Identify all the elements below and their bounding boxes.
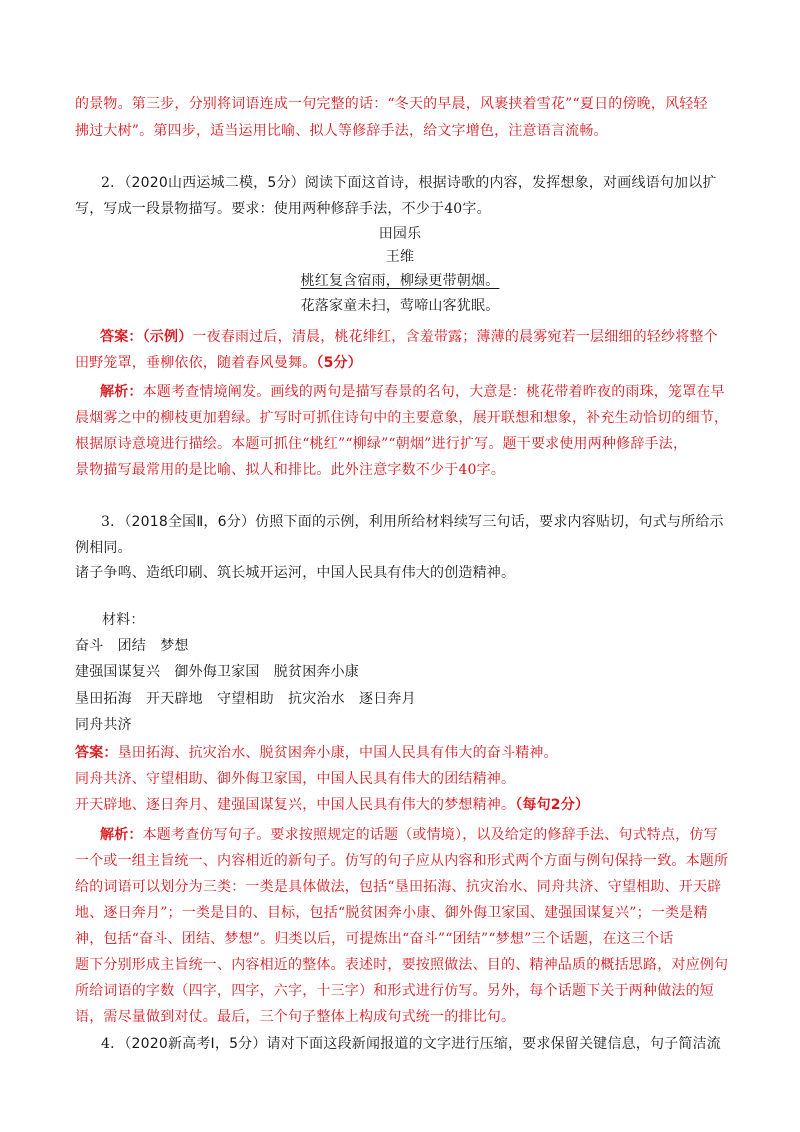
q3-material-line-3: 垦田拓海 开天辟地 守望相助 抗灾治水 逐日奔月 bbox=[75, 691, 416, 707]
poem-author: 王维 bbox=[385, 249, 415, 265]
q3-stem-line-2: 例相同。 bbox=[75, 540, 132, 556]
q3-source: （2018全国Ⅱ，6分） bbox=[124, 514, 256, 530]
q3-answer-text-1: 垦田拓海、抗灾治水、脱贫困奔小康，中国人民具有伟大的奋斗精神。 bbox=[117, 745, 558, 761]
q3-analysis-label: 解析： bbox=[100, 827, 143, 843]
q2-stem-text: 阅读下面这首诗，根据诗歌的内容，发挥想象，对画线语句加以扩 bbox=[304, 175, 717, 191]
q3-answer-label: 答案： bbox=[75, 745, 118, 761]
q3-material-line-2: 建强国谋复兴 御外侮卫家国 脱贫困奔小康 bbox=[75, 664, 359, 680]
q3-answer-line-3 bbox=[75, 795, 589, 815]
q2-analysis-line-2: 晨烟雾之中的柳枝更加碧绿。扩写时可抓住诗句中的主要意象，展开联想和想象，补充生动恰切的细节， bbox=[75, 410, 729, 426]
q3-answer-text-3: 开天辟地、逐日奔月、建强国谋复兴，中国人民具有伟大的梦想精神。 bbox=[75, 797, 516, 813]
q3-analysis-line-4: 地、逐日奔月”；一类是目的、目标，包括“脱贫困奔小康、御外侮卫家国、建强国谋复兴”；一类是精 bbox=[75, 905, 708, 921]
q3-answer-line-2: 同舟共济、守望相助、御外侮卫家国，中国人民具有伟大的团结精神。 bbox=[75, 771, 516, 787]
q2-analysis-line-3: 根据原诗意境进行描绘。本题可抓住“桃红”“柳绿”“朝烟”进行扩写。题干要求使用两种修辞手法， bbox=[75, 436, 688, 452]
q2-answer-score: （5分） bbox=[316, 355, 362, 371]
q4-stem-line-1 bbox=[101, 1034, 721, 1054]
q2-answer-line-1 bbox=[100, 327, 718, 347]
q3-material-label: 材料： bbox=[102, 612, 145, 628]
q2-number: 2． bbox=[101, 175, 125, 191]
intro-line-1: 的景物。第三步，分别将词语连成一句完整的话：“冬天的早晨，风裹挟着雪花”“夏日的傍晚，风轻轻 bbox=[75, 96, 708, 112]
q3-analysis-text-1: 本题考查仿写句子。要求按照规定的话题（或情境），以及给定的修辞手法、句式特点，仿写 bbox=[142, 827, 718, 843]
q4-source: （2020新高考Ⅰ，5分） bbox=[124, 1036, 267, 1052]
q3-number: 3． bbox=[101, 514, 125, 530]
poem-line-2: 花落家童未扫，莺啼山客犹眠。 bbox=[300, 298, 500, 314]
poem-line-1: 桃红复含宿雨，柳绿更带朝烟。 bbox=[300, 273, 500, 289]
q2-answer-example: （示例） bbox=[142, 329, 193, 345]
q2-analysis-line-4: 景物描写最常用的是比喻、拟人和排比。此外注意字数不少于40字。 bbox=[75, 462, 506, 478]
q3-stem-line-1 bbox=[101, 512, 724, 532]
q2-answer-text-1: 一夜春雨过后，清晨，桃花绯红，含羞带露；薄薄的晨雾宛若一层细细的轻纱将整个 bbox=[192, 329, 718, 345]
q3-analysis-line-5: 神，包括“奋斗、团结、梦想”。归类以后，可提炼出“奋斗”“团结”“梦想”三个话题，在这三个话 bbox=[75, 931, 674, 947]
q3-example: 诸子争鸣、造纸印刷、筑长城开运河，中国人民具有伟大的创造精神。 bbox=[75, 565, 516, 581]
poem-title: 田园乐 bbox=[378, 226, 422, 242]
q3-analysis-line-6: 题下分别形成主旨统一、内容相近的整体。表述时，要按照做法、目的、精神品质的概括思路，对应例句 bbox=[75, 957, 729, 973]
q4-stem-text: 请对下面这段新闻报道的文字进行压缩，要求保留关键信息，句子简洁流 bbox=[266, 1036, 721, 1052]
q2-analysis-label: 解析： bbox=[100, 384, 143, 400]
q3-material-line-4: 同舟共济 bbox=[75, 717, 132, 733]
q2-stem-line-2: 写，写成一段景物描写。要求：使用两种修辞手法，不少于40字。 bbox=[75, 201, 491, 217]
q2-answer-line-2 bbox=[75, 353, 362, 373]
q2-source: （2020山西运城二模，5分） bbox=[124, 175, 305, 191]
q2-analysis-line-1 bbox=[100, 382, 725, 402]
q2-analysis-text-1: 本题考查情境阐发。画线的两句是描写春景的名句，大意是：桃花带着昨夜的雨珠，笼罩在早 bbox=[142, 384, 725, 400]
q4-number: 4． bbox=[101, 1036, 125, 1052]
intro-line-2: 拂过大树”。第四步，适当运用比喻、拟人等修辞手法，给文字增色，注意语言流畅。 bbox=[75, 123, 608, 139]
q3-analysis-line-1 bbox=[100, 825, 718, 845]
q3-answer-line-1 bbox=[75, 743, 558, 763]
q3-stem-text: 仿照下面的示例，利用所给材料续写三句话，要求内容贴切，句式与所给示 bbox=[255, 514, 724, 530]
q3-analysis-line-2: 一个或一组主旨统一、内容相近的新句子。仿写的句子应从内容和形式两个方面与例句保持一致。本题所 bbox=[75, 853, 729, 869]
q3-analysis-line-3: 给的词语可以划分为三类：一类是具体做法，包括“垦田拓海、抗灾治水、同舟共济、守望相助、开天辟 bbox=[75, 879, 722, 895]
q3-answer-score: （每句2分） bbox=[515, 797, 590, 813]
q3-analysis-line-8: 语，需尽量做到对仗。最后，三个句子整体上构成句式统一的排比句。 bbox=[75, 1009, 516, 1025]
q2-answer-text-2: 田野笼罩，垂柳依依，随着春风曼舞。 bbox=[75, 355, 317, 371]
poem-line-1-underlined bbox=[0, 271, 800, 291]
q3-material-line-1: 奋斗 团结 梦想 bbox=[75, 638, 189, 654]
q2-stem-line-1 bbox=[101, 173, 717, 193]
q3-analysis-line-7: 所给词语的字数（四字，四字，六字，十三字）和形式进行仿写。另外，每个话题下关于两种做法的短 bbox=[75, 983, 714, 999]
q2-answer-label: 答案： bbox=[100, 329, 143, 345]
